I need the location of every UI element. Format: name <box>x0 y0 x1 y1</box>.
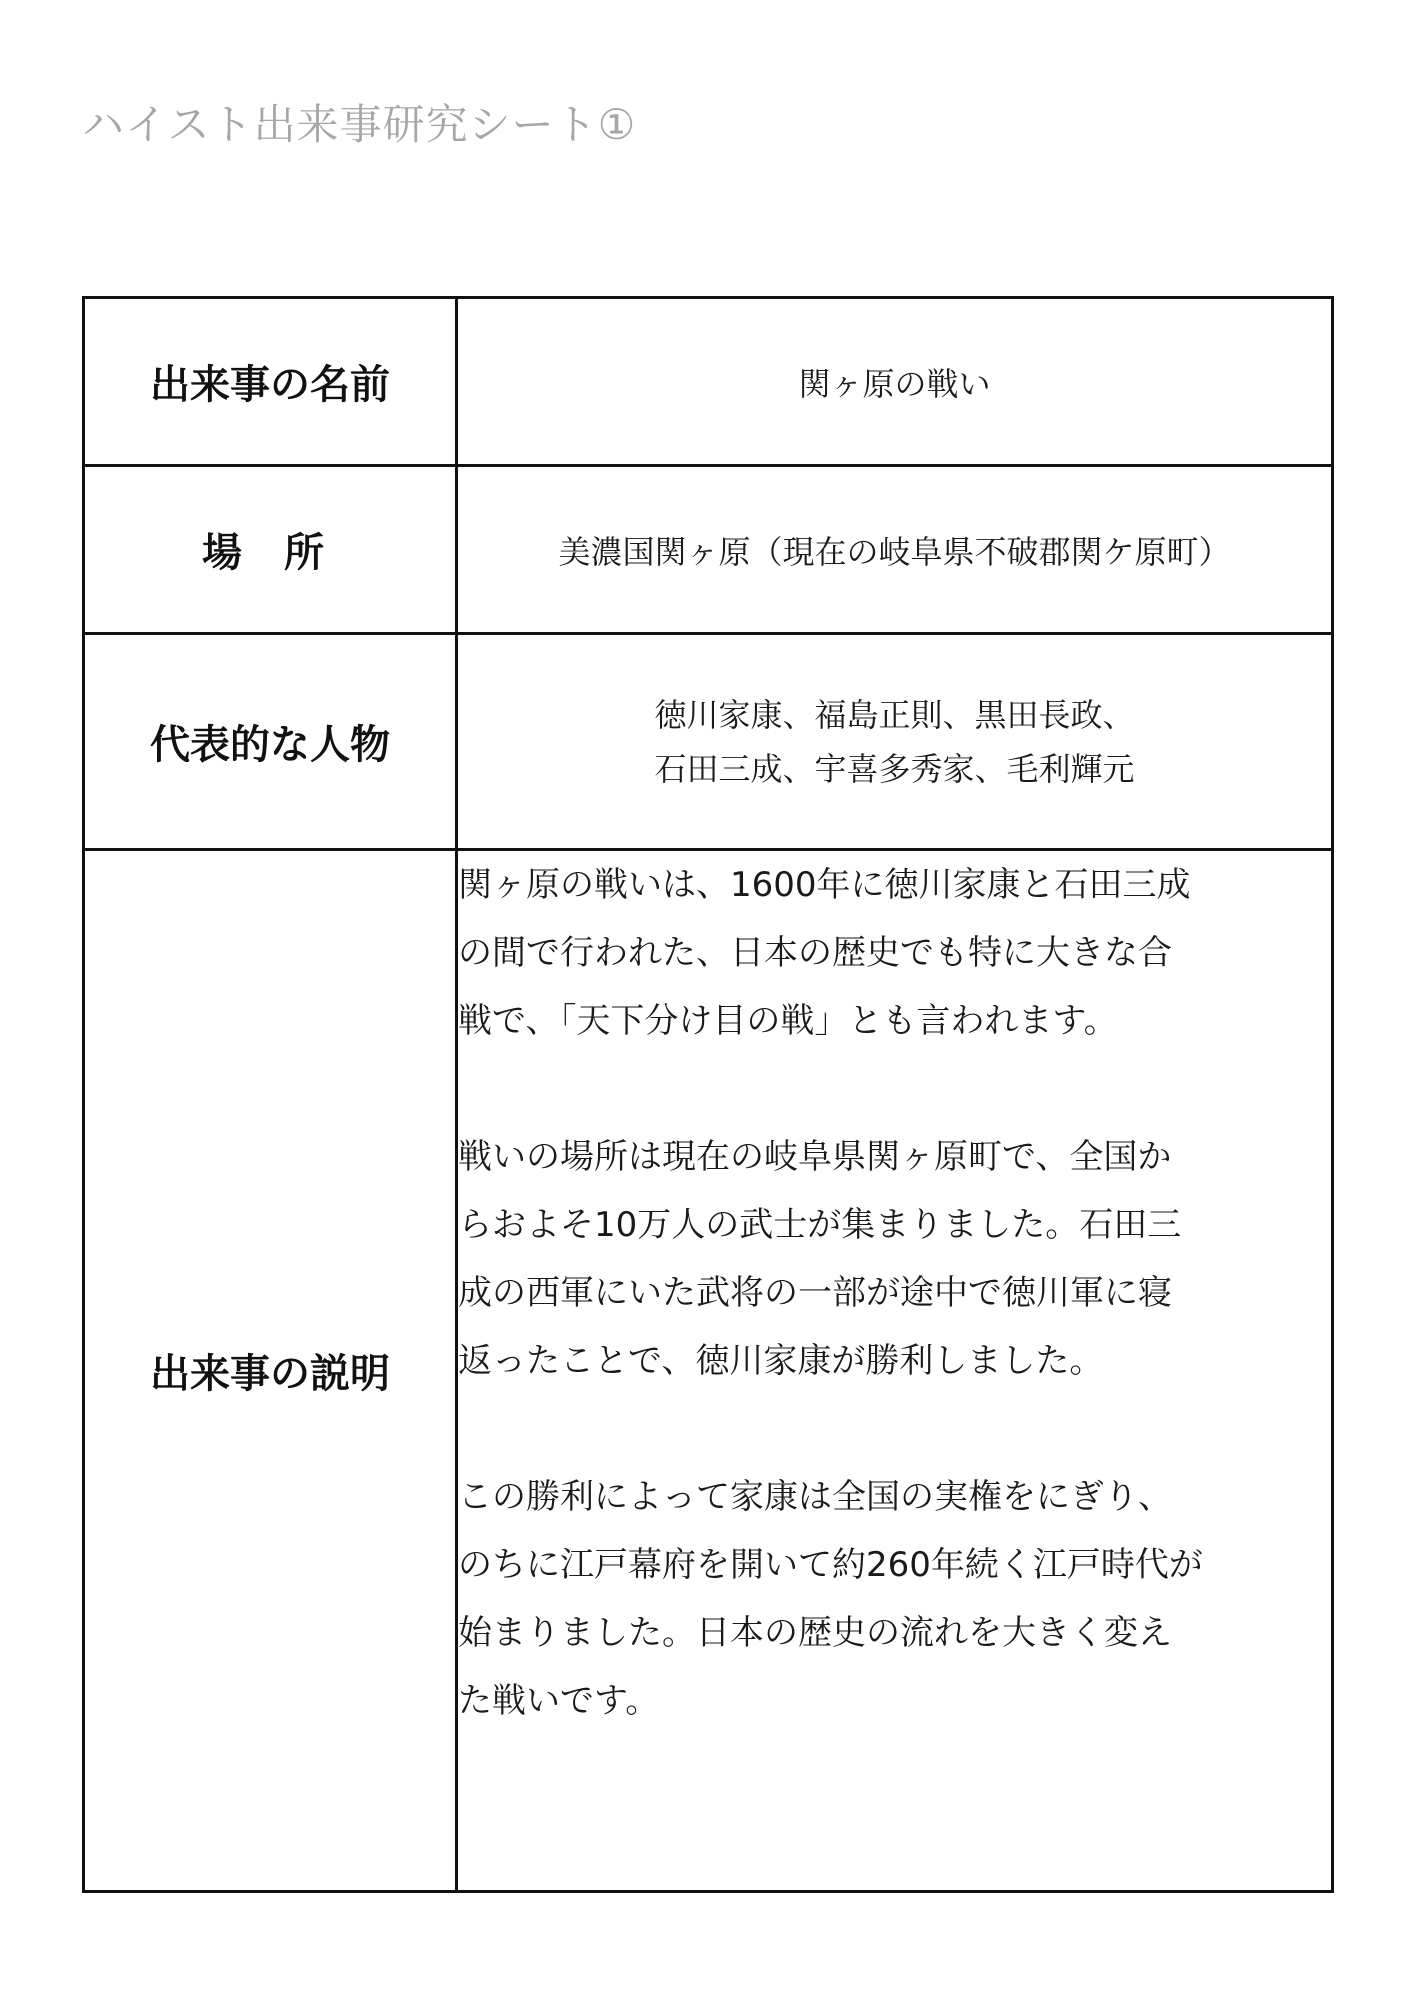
event-description-row <box>84 850 1333 1892</box>
event-place-row <box>84 466 1333 634</box>
key-people-value <box>457 634 1333 850</box>
description-line: 成の西軍にいた武将の一部が途中で徳川軍に寝 <box>458 1273 1172 1313</box>
key-people-label: 代表的な人物 <box>84 634 457 850</box>
paragraph-gap <box>458 1395 1331 1463</box>
description-line: 戦いの場所は現在の岐阜県関ヶ原町で、全国か <box>458 1137 1172 1177</box>
description-line: この勝利によって家康は全国の実権をにぎり、 <box>458 1477 1172 1517</box>
event-name-label: 出来事の名前 <box>84 298 457 466</box>
event-place-value: 美濃国関ヶ原（現在の岐阜県不破郡関ケ原町） <box>457 466 1333 634</box>
event-description-label: 出来事の説明 <box>84 850 457 1892</box>
description-line: 始まりました。日本の歴史の流れを大きく変え <box>458 1613 1172 1653</box>
description-line: た戦いです。 <box>458 1681 660 1721</box>
event-place-label: 場 所 <box>84 466 457 634</box>
event-research-table <box>82 296 1334 1893</box>
key-people-line: 徳川家康、福島正則、黒田長政、 <box>654 695 1135 734</box>
description-line: 戦で、「天下分け目の戦」とも言われます。 <box>458 1001 1118 1041</box>
description-line: らおよそ10万人の武士が集まりました。石田三 <box>458 1205 1182 1245</box>
key-people-row <box>84 634 1333 850</box>
description-line: のちに江戸幕府を開いて約260年続く江戸時代が <box>458 1545 1203 1585</box>
event-description-text <box>457 850 1333 1892</box>
event-name-value: 関ヶ原の戦い <box>457 298 1333 466</box>
sheet-title: ハイスト出来事研究シート① <box>82 100 637 149</box>
event-name-row <box>84 298 1333 466</box>
paragraph-gap <box>458 1055 1331 1123</box>
description-line: の間で行われた、日本の歴史でも特に大きな合 <box>458 933 1172 973</box>
key-people-line: 石田三成、宇喜多秀家、毛利輝元 <box>654 749 1135 788</box>
description-line: 関ヶ原の戦いは、1600年に徳川家康と石田三成 <box>458 865 1191 905</box>
description-line: 返ったことで、徳川家康が勝利しました。 <box>458 1341 1104 1381</box>
